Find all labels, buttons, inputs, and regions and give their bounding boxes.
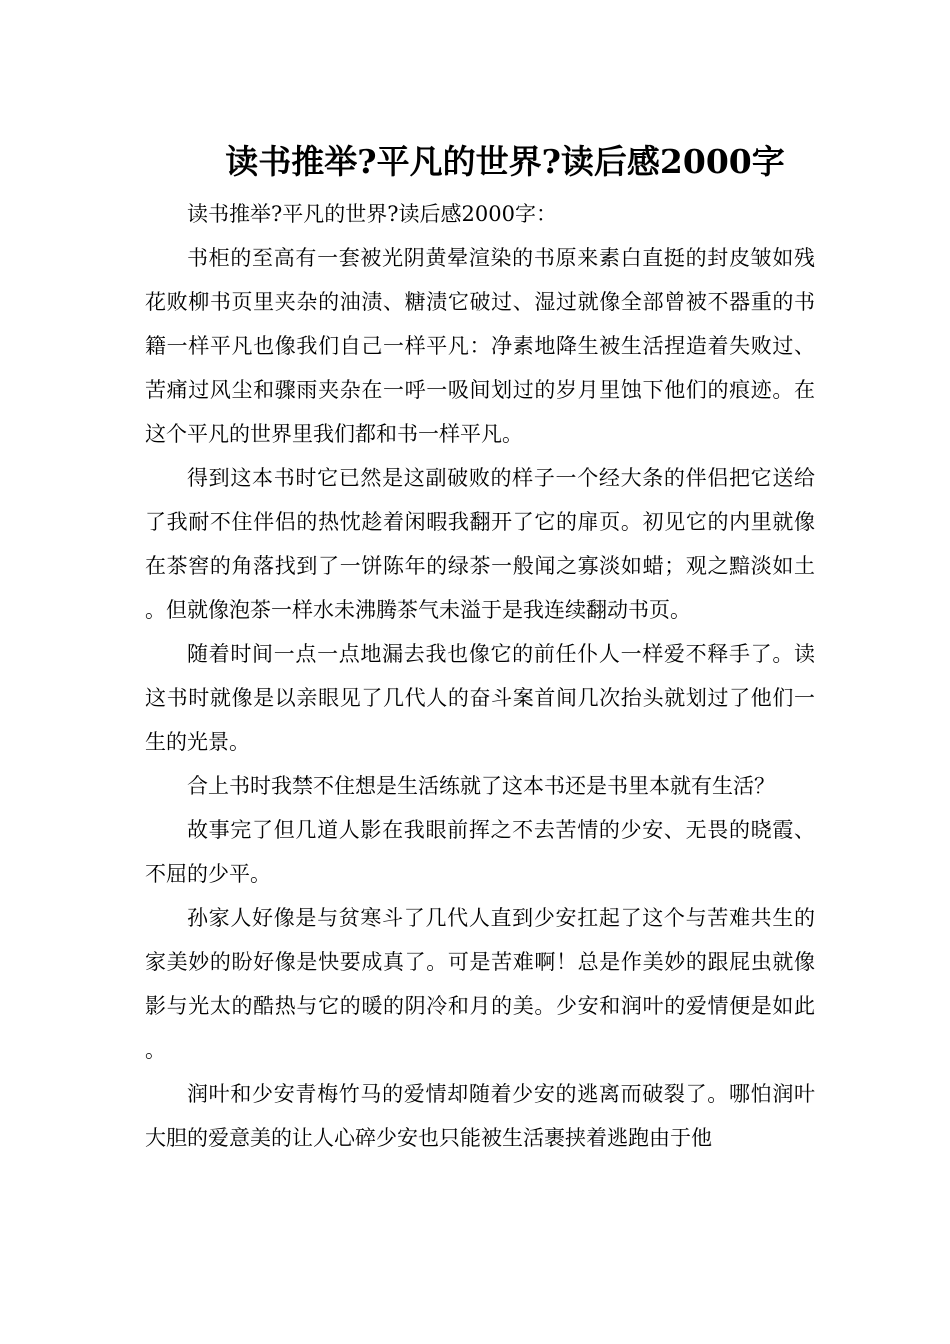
document-body bbox=[145, 192, 815, 1160]
paragraph-3: 得到这本书时它已然是这副破败的样子一个经大条的伴侣把它送给了我耐不住伴侣的热忱趁着闲暇我翻开了它的扉页。初见它的内里就像在茶窖的角落找到了一饼陈年的绿茶一般闻之寡淡如蜡；观之黯淡如土。但就像泡茶一样水未沸腾茶气未溢于是我连续翻动书页。 bbox=[145, 466, 815, 622]
paragraph-1: 读书推举?平凡的世界?读后感2000字： bbox=[187, 202, 557, 226]
paragraph-7: 孙家人好像是与贫寒斗了几代人直到少安扛起了这个与苦难共生的家美妙的盼好像是快要成真了。可是苦难啊！总是作美妙的跟屁虫就像影与光太的酷热与它的暖的阴冷和月的美。少安和润叶的爱情便是如此。 bbox=[145, 906, 815, 1062]
paragraph-8: 润叶和少安青梅竹马的爱情却随着少安的逃离而破裂了。哪怕润叶大胆的爱意美的让人心碎少安也只能被生活裹挟着逃跑由于他 bbox=[145, 1082, 815, 1150]
paragraph-4: 随着时间一点一点地漏去我也像它的前任仆人一样爱不释手了。读这书时就像是以亲眼见了几代人的奋斗案首间几次抬头就划过了他们一生的光景。 bbox=[145, 642, 815, 754]
paragraph-6: 故事完了但几道人影在我眼前挥之不去苦情的少安、无畏的晓霞、不屈的少平。 bbox=[145, 818, 815, 886]
paragraph-5: 合上书时我禁不住想是生活练就了这本书还是书里本就有生活？ bbox=[187, 774, 775, 798]
document-title: 读书推举?平凡的世界?读后感2000字 bbox=[225, 142, 785, 182]
paragraph-2: 书柜的至高有一套被光阴黄晕渲染的书原来素白直挺的封皮皱如残花败柳书页里夹杂的油渍、糖渍它破过、湿过就像全部曾被不器重的书籍一样平凡也像我们自己一样平凡：净素地降生被生活捏造着失败过、苦痛过风尘和骤雨夹杂在一呼一吸间划过的岁月里蚀下他们的痕迹。在这个平凡的世界里我们都和书一样平凡。 bbox=[145, 246, 815, 446]
